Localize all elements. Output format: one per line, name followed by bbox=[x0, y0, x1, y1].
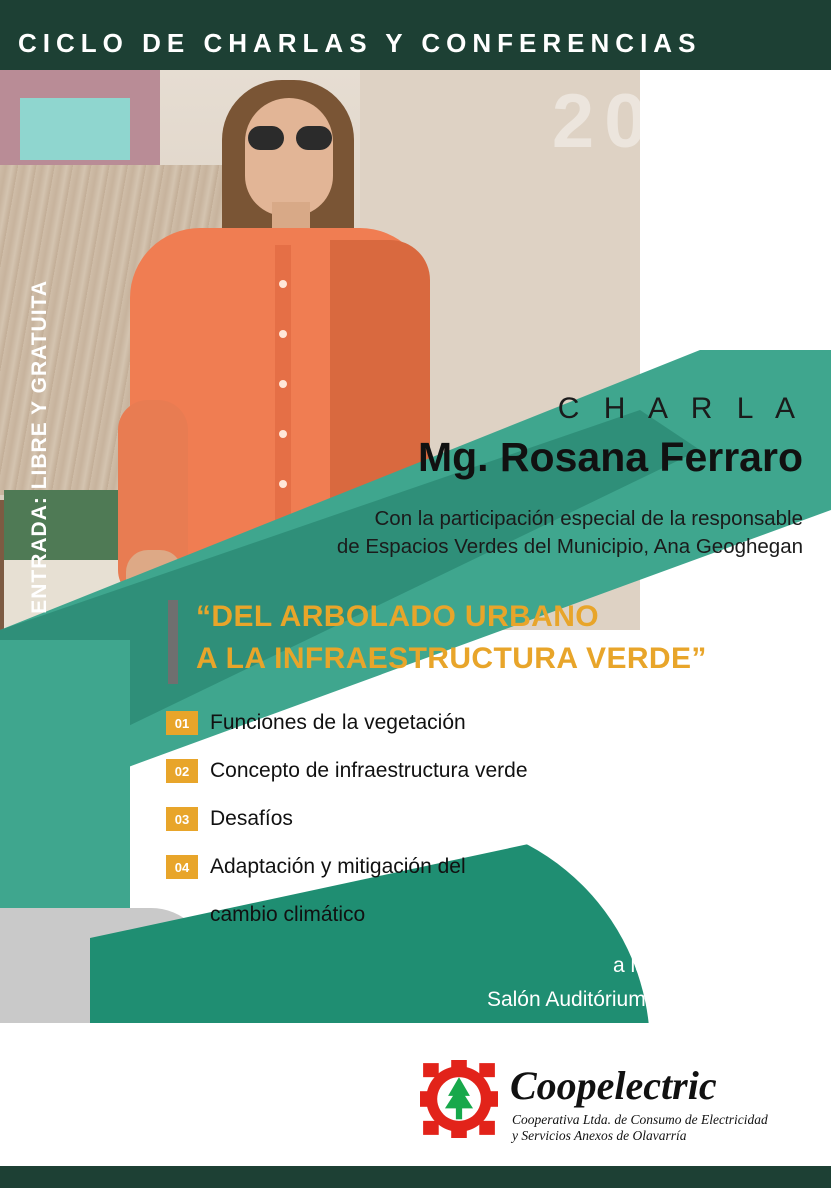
agenda-item-label: Desafíos bbox=[210, 807, 293, 830]
agenda-number-badge: 04 bbox=[166, 855, 198, 879]
agenda-item-label: Concepto de infraestructura verde bbox=[210, 759, 528, 782]
logo-wordmark: Coopelectric bbox=[510, 1063, 717, 1108]
admission-vertical-label: ENTRADA: LIBRE Y GRATUITA bbox=[28, 280, 51, 614]
event-details bbox=[381, 915, 801, 1017]
photo-shirt-button bbox=[279, 430, 287, 438]
charla-label: C H A R L A bbox=[557, 392, 803, 425]
photo-wall-art-b bbox=[20, 98, 130, 160]
participation-note bbox=[283, 505, 803, 561]
footer-bar bbox=[0, 1166, 831, 1188]
agenda-number-badge: 02 bbox=[166, 759, 198, 783]
agenda-number-spacer bbox=[166, 903, 198, 927]
agenda-list bbox=[166, 708, 726, 948]
agenda-item-label: Adaptación y mitigación del bbox=[210, 855, 466, 878]
coopelectric-logo bbox=[420, 1056, 810, 1152]
coopelectric-gear-tree-logo bbox=[420, 1060, 498, 1138]
logo-subtitle-line-2: y Servicios Anexos de Olavarría bbox=[512, 1128, 687, 1143]
list-item bbox=[166, 852, 726, 882]
list-item bbox=[166, 804, 726, 834]
photo-shirt-button bbox=[279, 480, 287, 488]
event-date: Jueves 28 de julio bbox=[632, 920, 801, 943]
agenda-item-label: Funciones de la vegetación bbox=[210, 711, 466, 734]
participation-line-1: Con la participación especial de la responsable bbox=[374, 507, 803, 530]
list-item bbox=[166, 756, 726, 786]
talk-title bbox=[196, 596, 756, 680]
speaker-name: Mg. Rosana Ferraro bbox=[417, 434, 803, 480]
list-item bbox=[166, 708, 726, 738]
photo-shirt-button bbox=[279, 280, 287, 288]
sunglasses-icon bbox=[248, 126, 332, 150]
agenda-number-badge: 01 bbox=[166, 711, 198, 735]
photo-shirt-button bbox=[279, 380, 287, 388]
photo-person-face bbox=[245, 98, 333, 216]
event-time: a las 19:00 hs. en el bbox=[613, 954, 801, 977]
agenda-item-label: cambio climático bbox=[210, 903, 366, 926]
talk-title-line-1: “DEL ARBOLADO URBANO bbox=[196, 600, 599, 633]
photo-shirt-button bbox=[279, 330, 287, 338]
event-venue: Salón Auditórium - Belgrano 2850 bbox=[486, 988, 801, 1011]
logo-subtitle bbox=[512, 1112, 812, 1144]
talk-title-line-2: A LA INFRAESTRUCTURA VERDE” bbox=[196, 642, 707, 675]
logo-subtitle-line-1: Cooperativa Ltda. de Consumo de Electricidad bbox=[512, 1112, 768, 1127]
agenda-number-badge: 03 bbox=[166, 807, 198, 831]
title-accent-bar bbox=[168, 600, 178, 684]
participation-line-2: de Espacios Verdes del Municipio, Ana Geoghegan bbox=[336, 535, 803, 558]
year-label: 2022 bbox=[551, 79, 761, 164]
header-title: CICLO DE CHARLAS Y CONFERENCIAS bbox=[18, 28, 702, 58]
